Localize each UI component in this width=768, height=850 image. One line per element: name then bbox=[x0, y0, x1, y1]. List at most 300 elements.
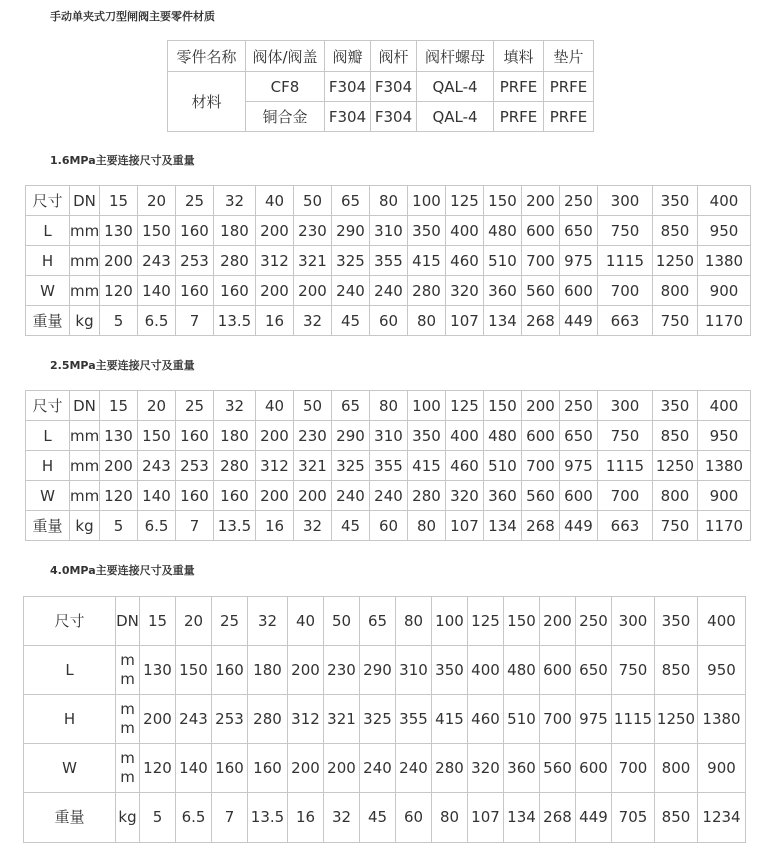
table-row bbox=[26, 481, 751, 511]
unit-cell: DN bbox=[70, 186, 100, 216]
materials-title: 手动单夹式刀型闸阀主要零件材质 bbox=[50, 10, 215, 23]
value-cell: 650 bbox=[576, 646, 612, 695]
value-cell: 32 bbox=[248, 597, 288, 646]
value-cell: 750 bbox=[653, 306, 698, 336]
value-cell: 160 bbox=[214, 481, 256, 511]
value-cell: 200 bbox=[540, 597, 576, 646]
value-cell: 50 bbox=[294, 391, 332, 421]
value-cell: 16 bbox=[256, 511, 294, 541]
value-cell: 160 bbox=[248, 744, 288, 793]
value-cell: 950 bbox=[698, 421, 751, 451]
table-row bbox=[26, 246, 751, 276]
row-label: 尺寸 bbox=[24, 597, 116, 646]
value-cell: 290 bbox=[332, 216, 370, 246]
value-cell: 32 bbox=[324, 793, 360, 843]
value-cell: 663 bbox=[598, 511, 653, 541]
value-cell: 25 bbox=[212, 597, 248, 646]
value-cell: 160 bbox=[212, 646, 248, 695]
value-cell: 60 bbox=[396, 793, 432, 843]
material-cell: PRFE bbox=[494, 102, 544, 132]
value-cell: 80 bbox=[370, 391, 408, 421]
table-2-5mpa bbox=[25, 390, 751, 541]
table-row bbox=[26, 216, 751, 246]
value-cell: 600 bbox=[540, 646, 576, 695]
materials-row-label: 材料 bbox=[168, 72, 246, 132]
value-cell: 705 bbox=[612, 793, 655, 843]
row-label: H bbox=[24, 695, 116, 744]
value-cell: 125 bbox=[446, 186, 484, 216]
value-cell: 460 bbox=[446, 451, 484, 481]
value-cell: 850 bbox=[653, 421, 698, 451]
value-cell: 320 bbox=[446, 481, 484, 511]
value-cell: 700 bbox=[612, 744, 655, 793]
unit-cell: mm bbox=[70, 421, 100, 451]
value-cell: 320 bbox=[446, 276, 484, 306]
value-cell: 160 bbox=[212, 744, 248, 793]
value-cell: 50 bbox=[294, 186, 332, 216]
value-cell: 240 bbox=[360, 744, 396, 793]
value-cell: 650 bbox=[560, 421, 598, 451]
value-cell: 900 bbox=[698, 276, 751, 306]
value-cell: 280 bbox=[408, 481, 446, 511]
value-cell: 355 bbox=[370, 246, 408, 276]
value-cell: 415 bbox=[408, 451, 446, 481]
value-cell: 312 bbox=[288, 695, 324, 744]
value-cell: 65 bbox=[332, 391, 370, 421]
value-cell: 243 bbox=[138, 246, 176, 276]
value-cell: 700 bbox=[598, 276, 653, 306]
row-label: H bbox=[26, 246, 70, 276]
value-cell: 325 bbox=[332, 246, 370, 276]
value-cell: 1115 bbox=[598, 451, 653, 481]
material-cell: PRFE bbox=[544, 102, 594, 132]
value-cell: 355 bbox=[370, 451, 408, 481]
value-cell: 20 bbox=[138, 391, 176, 421]
value-cell: 5 bbox=[140, 793, 176, 843]
value-cell: 350 bbox=[408, 216, 446, 246]
value-cell: 60 bbox=[370, 306, 408, 336]
value-cell: 400 bbox=[446, 216, 484, 246]
value-cell: 750 bbox=[612, 646, 655, 695]
value-cell: 700 bbox=[598, 481, 653, 511]
value-cell: 600 bbox=[576, 744, 612, 793]
value-cell: 321 bbox=[294, 246, 332, 276]
value-cell: 20 bbox=[176, 597, 212, 646]
value-cell: 310 bbox=[370, 216, 408, 246]
value-cell: 280 bbox=[214, 246, 256, 276]
value-cell: 45 bbox=[332, 511, 370, 541]
value-cell: 360 bbox=[484, 276, 522, 306]
value-cell: 200 bbox=[256, 216, 294, 246]
value-cell: 310 bbox=[396, 646, 432, 695]
value-cell: 150 bbox=[484, 186, 522, 216]
value-cell: 600 bbox=[522, 216, 560, 246]
value-cell: 243 bbox=[176, 695, 212, 744]
value-cell: 350 bbox=[432, 646, 468, 695]
value-cell: 975 bbox=[560, 246, 598, 276]
header-gasket: 垫片 bbox=[544, 41, 594, 72]
value-cell: 300 bbox=[598, 391, 653, 421]
row-label: 重量 bbox=[26, 511, 70, 541]
material-cell: F304 bbox=[325, 72, 371, 102]
value-cell: 355 bbox=[396, 695, 432, 744]
value-cell: 460 bbox=[446, 246, 484, 276]
value-cell: 230 bbox=[294, 421, 332, 451]
value-cell: 150 bbox=[138, 216, 176, 246]
header-stem-nut: 阀杆螺母 bbox=[417, 41, 494, 72]
row-label: W bbox=[26, 481, 70, 511]
value-cell: 320 bbox=[468, 744, 504, 793]
material-cell: PRFE bbox=[544, 72, 594, 102]
material-cell: QAL-4 bbox=[417, 102, 494, 132]
value-cell: 140 bbox=[138, 276, 176, 306]
value-cell: 350 bbox=[653, 391, 698, 421]
row-label: 尺寸 bbox=[26, 186, 70, 216]
value-cell: 510 bbox=[484, 451, 522, 481]
value-cell: 16 bbox=[288, 793, 324, 843]
value-cell: 663 bbox=[598, 306, 653, 336]
value-cell: 253 bbox=[212, 695, 248, 744]
value-cell: 360 bbox=[484, 481, 522, 511]
value-cell: 50 bbox=[324, 597, 360, 646]
value-cell: 200 bbox=[324, 744, 360, 793]
value-cell: 120 bbox=[100, 276, 138, 306]
materials-table bbox=[167, 40, 594, 132]
value-cell: 107 bbox=[446, 306, 484, 336]
value-cell: 325 bbox=[332, 451, 370, 481]
value-cell: 280 bbox=[432, 744, 468, 793]
value-cell: 850 bbox=[653, 216, 698, 246]
value-cell: 480 bbox=[504, 646, 540, 695]
value-cell: 1115 bbox=[598, 246, 653, 276]
value-cell: 13.5 bbox=[214, 306, 256, 336]
material-cell: F304 bbox=[325, 102, 371, 132]
value-cell: 107 bbox=[446, 511, 484, 541]
row-label: W bbox=[26, 276, 70, 306]
value-cell: 268 bbox=[522, 306, 560, 336]
unit-cell: mm bbox=[70, 246, 100, 276]
value-cell: 800 bbox=[653, 481, 698, 511]
unit-cell: mm bbox=[70, 481, 100, 511]
value-cell: 7 bbox=[176, 511, 214, 541]
value-cell: 350 bbox=[408, 421, 446, 451]
value-cell: 325 bbox=[360, 695, 396, 744]
value-cell: 40 bbox=[256, 186, 294, 216]
material-cell: F304 bbox=[371, 72, 417, 102]
value-cell: 130 bbox=[100, 421, 138, 451]
unit-cell: kg bbox=[70, 511, 100, 541]
table-row bbox=[26, 451, 751, 481]
value-cell: 160 bbox=[176, 421, 214, 451]
value-cell: 200 bbox=[294, 276, 332, 306]
unit-cell: mm bbox=[116, 646, 140, 695]
value-cell: 80 bbox=[408, 511, 446, 541]
value-cell: 200 bbox=[100, 451, 138, 481]
material-cell: 铜合金 bbox=[246, 102, 325, 132]
row-label: 重量 bbox=[26, 306, 70, 336]
value-cell: 200 bbox=[256, 276, 294, 306]
value-cell: 510 bbox=[484, 246, 522, 276]
value-cell: 15 bbox=[140, 597, 176, 646]
value-cell: 560 bbox=[522, 276, 560, 306]
material-cell: CF8 bbox=[246, 72, 325, 102]
value-cell: 312 bbox=[256, 246, 294, 276]
unit-cell: mm bbox=[116, 695, 140, 744]
materials-row bbox=[168, 72, 594, 102]
value-cell: 975 bbox=[560, 451, 598, 481]
value-cell: 150 bbox=[504, 597, 540, 646]
value-cell: 250 bbox=[576, 597, 612, 646]
value-cell: 800 bbox=[655, 744, 698, 793]
value-cell: 900 bbox=[698, 744, 746, 793]
value-cell: 200 bbox=[100, 246, 138, 276]
value-cell: 560 bbox=[540, 744, 576, 793]
unit-cell: mm bbox=[70, 451, 100, 481]
value-cell: 360 bbox=[504, 744, 540, 793]
value-cell: 950 bbox=[698, 646, 746, 695]
value-cell: 415 bbox=[408, 246, 446, 276]
value-cell: 268 bbox=[540, 793, 576, 843]
row-label: 重量 bbox=[24, 793, 116, 843]
value-cell: 6.5 bbox=[138, 511, 176, 541]
table-row bbox=[26, 391, 751, 421]
value-cell: 400 bbox=[698, 597, 746, 646]
unit-cell: DN bbox=[70, 391, 100, 421]
value-cell: 13.5 bbox=[214, 511, 256, 541]
table-row bbox=[24, 695, 746, 744]
value-cell: 1250 bbox=[653, 246, 698, 276]
value-cell: 510 bbox=[504, 695, 540, 744]
value-cell: 460 bbox=[468, 695, 504, 744]
value-cell: 160 bbox=[214, 276, 256, 306]
material-cell: F304 bbox=[371, 102, 417, 132]
value-cell: 480 bbox=[484, 421, 522, 451]
value-cell: 7 bbox=[212, 793, 248, 843]
unit-cell: kg bbox=[116, 793, 140, 843]
value-cell: 20 bbox=[138, 186, 176, 216]
value-cell: 180 bbox=[214, 216, 256, 246]
value-cell: 6.5 bbox=[138, 306, 176, 336]
value-cell: 415 bbox=[432, 695, 468, 744]
value-cell: 1170 bbox=[698, 306, 751, 336]
materials-header-row bbox=[168, 41, 594, 72]
value-cell: 200 bbox=[522, 186, 560, 216]
value-cell: 150 bbox=[484, 391, 522, 421]
header-packing: 填料 bbox=[494, 41, 544, 72]
value-cell: 32 bbox=[294, 306, 332, 336]
value-cell: 1250 bbox=[655, 695, 698, 744]
value-cell: 700 bbox=[540, 695, 576, 744]
value-cell: 130 bbox=[100, 216, 138, 246]
value-cell: 6.5 bbox=[176, 793, 212, 843]
row-label: L bbox=[24, 646, 116, 695]
row-label: L bbox=[26, 421, 70, 451]
value-cell: 200 bbox=[294, 481, 332, 511]
value-cell: 7 bbox=[176, 306, 214, 336]
value-cell: 240 bbox=[370, 276, 408, 306]
value-cell: 240 bbox=[370, 481, 408, 511]
table-row bbox=[24, 646, 746, 695]
value-cell: 800 bbox=[653, 276, 698, 306]
value-cell: 5 bbox=[100, 511, 138, 541]
value-cell: 1380 bbox=[698, 451, 751, 481]
value-cell: 125 bbox=[468, 597, 504, 646]
value-cell: 268 bbox=[522, 511, 560, 541]
value-cell: 400 bbox=[446, 421, 484, 451]
table-1-6mpa bbox=[25, 185, 751, 336]
unit-cell: mm bbox=[116, 744, 140, 793]
value-cell: 200 bbox=[288, 744, 324, 793]
value-cell: 1250 bbox=[653, 451, 698, 481]
value-cell: 15 bbox=[100, 186, 138, 216]
material-cell: QAL-4 bbox=[417, 72, 494, 102]
value-cell: 253 bbox=[176, 451, 214, 481]
value-cell: 100 bbox=[432, 597, 468, 646]
value-cell: 25 bbox=[176, 186, 214, 216]
unit-cell: DN bbox=[116, 597, 140, 646]
value-cell: 253 bbox=[176, 246, 214, 276]
value-cell: 1115 bbox=[612, 695, 655, 744]
value-cell: 290 bbox=[332, 421, 370, 451]
value-cell: 80 bbox=[396, 597, 432, 646]
value-cell: 600 bbox=[560, 481, 598, 511]
table-4-0mpa bbox=[23, 596, 746, 843]
value-cell: 400 bbox=[698, 186, 751, 216]
value-cell: 400 bbox=[698, 391, 751, 421]
value-cell: 134 bbox=[484, 306, 522, 336]
value-cell: 134 bbox=[484, 511, 522, 541]
value-cell: 125 bbox=[446, 391, 484, 421]
value-cell: 350 bbox=[655, 597, 698, 646]
table-row bbox=[26, 306, 751, 336]
value-cell: 160 bbox=[176, 216, 214, 246]
row-label: 尺寸 bbox=[26, 391, 70, 421]
value-cell: 850 bbox=[655, 793, 698, 843]
value-cell: 140 bbox=[138, 481, 176, 511]
header-body-bonnet: 阀体/阀盖 bbox=[246, 41, 325, 72]
table-2-5mpa-title: 2.5MPa主要连接尺寸及重量 bbox=[50, 359, 195, 372]
value-cell: 40 bbox=[256, 391, 294, 421]
value-cell: 250 bbox=[560, 391, 598, 421]
value-cell: 230 bbox=[294, 216, 332, 246]
value-cell: 200 bbox=[256, 481, 294, 511]
value-cell: 449 bbox=[560, 306, 598, 336]
value-cell: 250 bbox=[560, 186, 598, 216]
value-cell: 80 bbox=[370, 186, 408, 216]
value-cell: 130 bbox=[140, 646, 176, 695]
value-cell: 80 bbox=[408, 306, 446, 336]
value-cell: 45 bbox=[332, 306, 370, 336]
value-cell: 750 bbox=[598, 216, 653, 246]
table-row bbox=[24, 793, 746, 843]
value-cell: 32 bbox=[294, 511, 332, 541]
value-cell: 13.5 bbox=[248, 793, 288, 843]
value-cell: 400 bbox=[468, 646, 504, 695]
value-cell: 40 bbox=[288, 597, 324, 646]
value-cell: 449 bbox=[560, 511, 598, 541]
value-cell: 60 bbox=[370, 511, 408, 541]
value-cell: 80 bbox=[432, 793, 468, 843]
value-cell: 32 bbox=[214, 391, 256, 421]
value-cell: 180 bbox=[214, 421, 256, 451]
value-cell: 650 bbox=[560, 216, 598, 246]
value-cell: 750 bbox=[598, 421, 653, 451]
value-cell: 140 bbox=[176, 744, 212, 793]
table-row bbox=[26, 186, 751, 216]
value-cell: 900 bbox=[698, 481, 751, 511]
row-label: W bbox=[24, 744, 116, 793]
value-cell: 280 bbox=[214, 451, 256, 481]
value-cell: 480 bbox=[484, 216, 522, 246]
table-1-6mpa-title: 1.6MPa主要连接尺寸及重量 bbox=[50, 154, 195, 167]
value-cell: 200 bbox=[288, 646, 324, 695]
value-cell: 1380 bbox=[698, 695, 746, 744]
material-cell: PRFE bbox=[494, 72, 544, 102]
value-cell: 950 bbox=[698, 216, 751, 246]
value-cell: 65 bbox=[332, 186, 370, 216]
value-cell: 280 bbox=[408, 276, 446, 306]
value-cell: 312 bbox=[256, 451, 294, 481]
value-cell: 280 bbox=[248, 695, 288, 744]
value-cell: 120 bbox=[140, 744, 176, 793]
row-label: H bbox=[26, 451, 70, 481]
value-cell: 25 bbox=[176, 391, 214, 421]
value-cell: 321 bbox=[324, 695, 360, 744]
value-cell: 850 bbox=[655, 646, 698, 695]
value-cell: 150 bbox=[138, 421, 176, 451]
table-row bbox=[26, 421, 751, 451]
value-cell: 107 bbox=[468, 793, 504, 843]
table-row bbox=[26, 511, 751, 541]
value-cell: 449 bbox=[576, 793, 612, 843]
value-cell: 160 bbox=[176, 481, 214, 511]
value-cell: 200 bbox=[522, 391, 560, 421]
table-row bbox=[24, 744, 746, 793]
value-cell: 600 bbox=[560, 276, 598, 306]
value-cell: 100 bbox=[408, 391, 446, 421]
value-cell: 120 bbox=[100, 481, 138, 511]
value-cell: 230 bbox=[324, 646, 360, 695]
value-cell: 16 bbox=[256, 306, 294, 336]
value-cell: 750 bbox=[653, 511, 698, 541]
value-cell: 310 bbox=[370, 421, 408, 451]
value-cell: 134 bbox=[504, 793, 540, 843]
value-cell: 240 bbox=[396, 744, 432, 793]
unit-cell: mm bbox=[70, 216, 100, 246]
value-cell: 150 bbox=[176, 646, 212, 695]
value-cell: 243 bbox=[138, 451, 176, 481]
value-cell: 160 bbox=[176, 276, 214, 306]
value-cell: 65 bbox=[360, 597, 396, 646]
table-row bbox=[26, 276, 751, 306]
header-stem: 阀杆 bbox=[371, 41, 417, 72]
value-cell: 300 bbox=[612, 597, 655, 646]
value-cell: 560 bbox=[522, 481, 560, 511]
value-cell: 975 bbox=[576, 695, 612, 744]
value-cell: 200 bbox=[140, 695, 176, 744]
value-cell: 100 bbox=[408, 186, 446, 216]
value-cell: 15 bbox=[100, 391, 138, 421]
value-cell: 1380 bbox=[698, 246, 751, 276]
value-cell: 700 bbox=[522, 451, 560, 481]
value-cell: 240 bbox=[332, 276, 370, 306]
value-cell: 700 bbox=[522, 246, 560, 276]
value-cell: 200 bbox=[256, 421, 294, 451]
value-cell: 45 bbox=[360, 793, 396, 843]
value-cell: 350 bbox=[653, 186, 698, 216]
unit-cell: mm bbox=[70, 276, 100, 306]
value-cell: 600 bbox=[522, 421, 560, 451]
